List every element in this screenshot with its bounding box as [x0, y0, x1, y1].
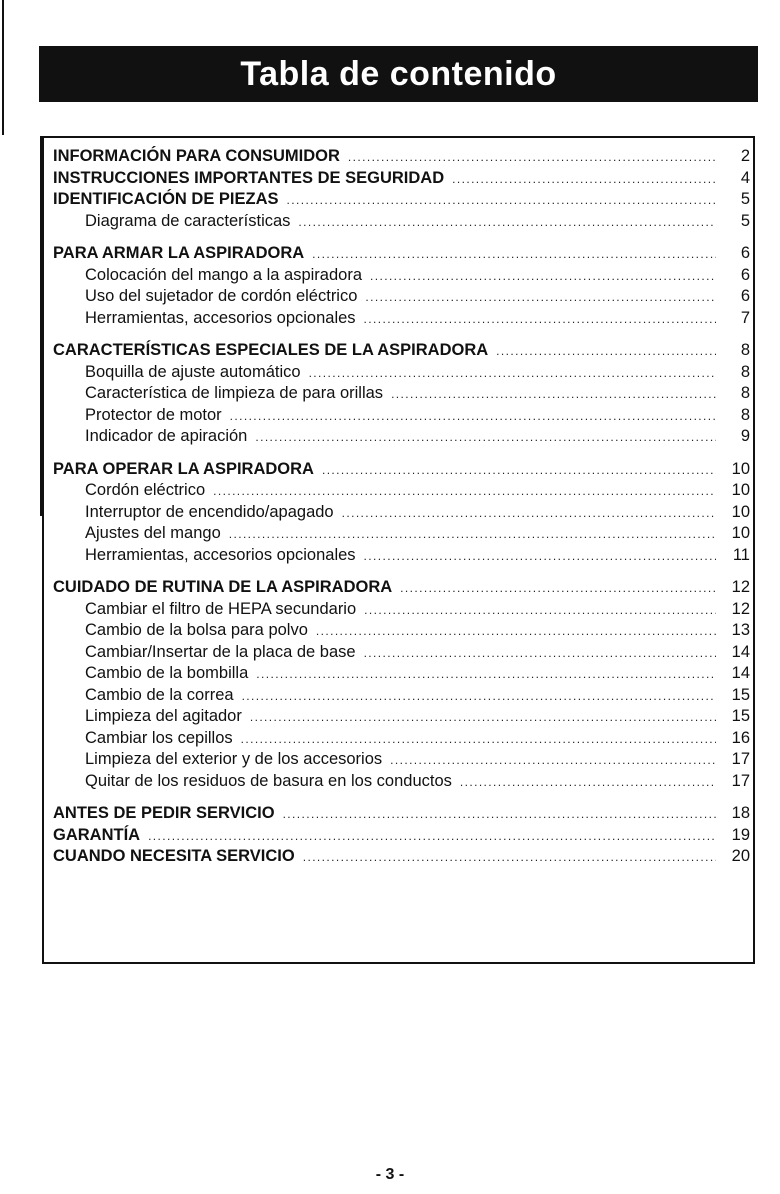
toc-entry-label: Herramientas, accesorios opcionales [85, 308, 356, 327]
toc-page-number: 5 [740, 190, 750, 208]
table-of-contents [53, 146, 750, 879]
toc-item-row[interactable] [53, 728, 750, 750]
toc-item-row[interactable] [53, 383, 750, 405]
toc-entry-label: INSTRUCCIONES IMPORTANTES DE SEGURIDAD [53, 168, 445, 187]
toc-item-row[interactable] [53, 599, 750, 621]
toc-item-row[interactable] [53, 502, 750, 524]
toc-entry-label: Característica de limpieza de para orillas [85, 384, 384, 402]
toc-entry-label: Cambio de la bombilla [85, 664, 249, 682]
toc-item-row[interactable] [53, 362, 750, 384]
toc-entry-label: ANTES DE PEDIR SERVICIO [53, 804, 275, 822]
toc-entry-label: Colocación del mango a la aspiradora [85, 265, 363, 284]
toc-section-row[interactable] [53, 459, 750, 481]
page-number: - 3 - [375, 1166, 405, 1183]
dot-leader [213, 481, 716, 503]
toc-page-number: 4 [740, 168, 750, 187]
dot-leader [452, 169, 716, 191]
dot-leader [148, 826, 716, 848]
dot-leader [283, 804, 716, 826]
toc-entry-label: CUIDADO DE RUTINA DE LA ASPIRADORA [53, 578, 393, 596]
dot-leader [391, 384, 716, 406]
dot-leader [316, 621, 716, 643]
toc-page-number: 14 [731, 664, 750, 682]
dot-leader [255, 427, 716, 449]
dot-leader [303, 847, 716, 869]
toc-entry-label: INFORMACIÓN PARA CONSUMIDOR [53, 147, 340, 165]
dot-leader [250, 707, 716, 729]
toc-page-number: 17 [731, 750, 750, 768]
toc-entry-label: PARA ARMAR LA ASPIRADORA [53, 244, 305, 262]
dot-leader [298, 212, 716, 234]
toc-entry-label: Herramientas, accesorios opcionales [85, 545, 356, 564]
toc-page-number: 10 [731, 524, 750, 542]
toc-page-number: 13 [731, 621, 750, 639]
toc-section-row[interactable] [53, 168, 750, 190]
toc-entry-label: IDENTIFICACIÓN DE PIEZAS [53, 190, 279, 208]
dot-leader [242, 686, 716, 708]
dot-leader [460, 772, 716, 794]
toc-item-row[interactable] [53, 265, 750, 287]
toc-item-row[interactable] [53, 685, 750, 707]
toc-item-row[interactable] [53, 620, 750, 642]
toc-page-number: 6 [740, 244, 750, 262]
toc-page-number: 10 [731, 502, 750, 521]
toc-page-number: 8 [740, 341, 750, 359]
toc-page-number: 16 [731, 728, 750, 747]
dot-leader [322, 460, 716, 482]
dot-leader [365, 287, 716, 309]
toc-group [53, 243, 750, 329]
toc-entry-label: Cambiar/Insertar de la placa de base [85, 642, 356, 661]
toc-page-number: 12 [731, 599, 750, 618]
toc-item-row[interactable] [53, 286, 750, 308]
toc-section-row[interactable] [53, 803, 750, 825]
toc-page-number: 12 [731, 578, 750, 596]
toc-section-row[interactable] [53, 825, 750, 847]
toc-entry-label: Quitar de los residuos de basura en los conductos [85, 771, 452, 790]
toc-item-row[interactable] [53, 663, 750, 685]
toc-entry-label: Limpieza del agitador [85, 707, 242, 725]
dot-leader [312, 244, 716, 266]
toc-page-number: 8 [740, 384, 750, 402]
toc-section-row[interactable] [53, 340, 750, 362]
toc-entry-label: PARA OPERAR LA ASPIRADORA [53, 459, 314, 478]
toc-section-row[interactable] [53, 243, 750, 265]
toc-page-number: 19 [731, 825, 750, 844]
dot-leader [364, 600, 716, 622]
toc-entry-label: Limpieza del exterior y de los accesorios [85, 750, 383, 768]
toc-entry-label: Cambiar los cepillos [85, 728, 233, 747]
toc-page-number: 5 [740, 211, 750, 230]
toc-page-number: 18 [731, 804, 750, 822]
toc-page-number: 17 [731, 771, 750, 790]
toc-group [53, 459, 750, 567]
toc-page-number: 6 [740, 265, 750, 284]
dot-leader [364, 309, 716, 331]
toc-item-row[interactable] [53, 749, 750, 771]
dot-leader [230, 406, 716, 428]
toc-page-number: 10 [731, 481, 750, 499]
toc-entry-label: Uso del sujetador de cordón eléctrico [85, 287, 358, 305]
toc-group [53, 146, 750, 232]
toc-item-row[interactable] [53, 523, 750, 545]
toc-page-number: 7 [740, 308, 750, 327]
toc-entry-label: Cambio de la bolsa para polvo [85, 621, 308, 639]
toc-item-row[interactable] [53, 642, 750, 664]
toc-item-row[interactable] [53, 426, 750, 448]
toc-item-row[interactable] [53, 211, 750, 233]
dot-leader [256, 664, 716, 686]
toc-entry-label: Interruptor de encendido/apagado [85, 502, 334, 521]
toc-item-row[interactable] [53, 706, 750, 728]
toc-section-row[interactable] [53, 189, 750, 211]
toc-entry-label: Cordón eléctrico [85, 481, 206, 499]
margin-rule [2, 0, 4, 135]
toc-item-row[interactable] [53, 771, 750, 793]
toc-entry-label: GARANTÍA [53, 825, 141, 844]
dot-leader [348, 147, 716, 169]
toc-page-number: 8 [740, 362, 750, 381]
dot-leader [400, 578, 716, 600]
dot-leader [229, 524, 716, 546]
toc-page-number: 14 [731, 642, 750, 661]
toc-page-number: 15 [731, 707, 750, 725]
page-title: Tabla de contenido [240, 54, 557, 93]
toc-entry-label: Protector de motor [85, 405, 222, 424]
toc-page-number: 11 [732, 545, 750, 564]
toc-page-number: 2 [740, 147, 750, 165]
toc-group [53, 340, 750, 448]
dot-leader [342, 503, 716, 525]
toc-page-number: 9 [740, 427, 750, 445]
dot-leader [309, 363, 716, 385]
toc-page-number: 6 [740, 287, 750, 305]
toc-entry-label: Cambiar el filtro de HEPA secundario [85, 599, 357, 618]
dot-leader [287, 190, 716, 212]
toc-group [53, 577, 750, 792]
toc-entry-label: Boquilla de ajuste automático [85, 362, 301, 381]
dot-leader [364, 546, 716, 568]
dot-leader [364, 643, 716, 665]
dot-leader [370, 266, 716, 288]
toc-page-number: 10 [731, 459, 750, 478]
dot-leader [496, 341, 716, 363]
toc-page-number: 15 [731, 685, 750, 704]
dot-leader [390, 750, 716, 772]
toc-entry-label: CUANDO NECESITA SERVICIO [53, 847, 295, 865]
toc-entry-label: CARACTERÍSTICAS ESPECIALES DE LA ASPIRADORA [53, 341, 489, 359]
toc-entry-label: Ajustes del mango [85, 524, 221, 542]
toc-item-row[interactable] [53, 545, 750, 567]
toc-group [53, 803, 750, 868]
toc-entry-label: Cambio de la correa [85, 685, 234, 704]
toc-entry-label: Diagrama de características [85, 211, 291, 230]
toc-item-row[interactable] [53, 308, 750, 330]
toc-entry-label: Indicador de apiración [85, 427, 248, 445]
toc-page-number: 8 [740, 405, 750, 424]
toc-item-row[interactable] [53, 480, 750, 502]
toc-section-row[interactable] [53, 146, 750, 168]
toc-section-row[interactable] [53, 846, 750, 868]
toc-item-row[interactable] [53, 405, 750, 427]
title-banner [39, 46, 758, 102]
dot-leader [241, 729, 716, 751]
toc-section-row[interactable] [53, 577, 750, 599]
toc-page-number: 20 [731, 847, 750, 865]
